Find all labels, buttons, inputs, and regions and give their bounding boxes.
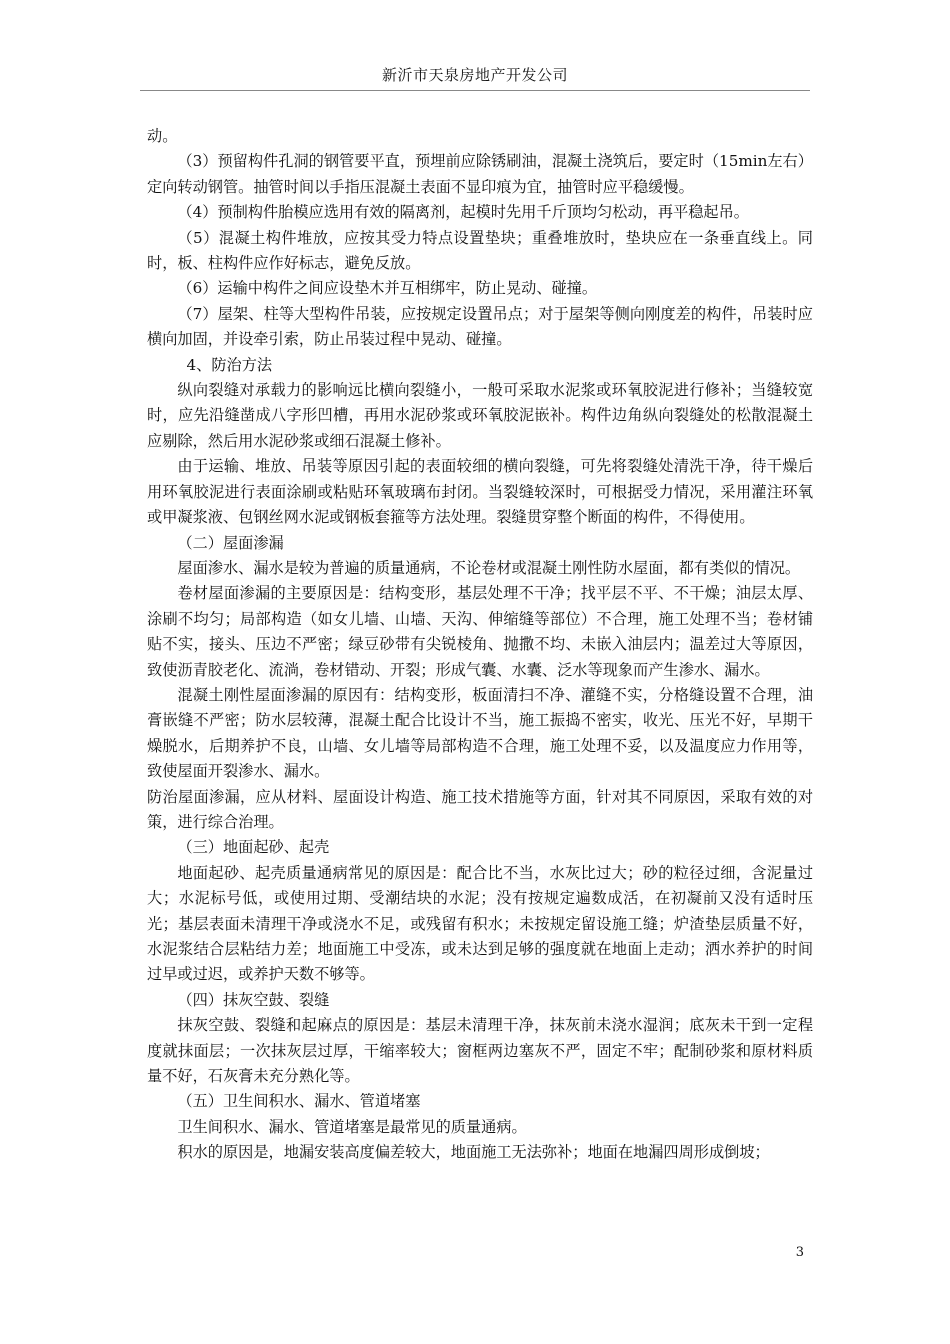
page-header: 新沂市天泉房地产开发公司	[381, 66, 568, 84]
paragraph: （4）预制构件胎模应选用有效的隔离剂，起模时先用千斤顶均匀松动，再平稳起吊。	[177, 203, 749, 222]
paragraph: 防治屋面渗漏，应从材料、屋面设计构造、施工技术措施等方面，针对其不同原因，采取有效的对策，进行综合治理。	[147, 787, 813, 831]
paragraph: 卫生间积水、漏水、管道堵塞是最常见的质量通病。	[177, 1117, 527, 1136]
document-body	[147, 124, 813, 1166]
paragraph: 动。	[147, 127, 178, 145]
paragraph: 屋面渗水、漏水是较为普遍的质量通病，不论卷材或混凝土刚性防水屋面，都有类似的情况。	[177, 558, 801, 577]
paragraph: 混凝土刚性屋面渗漏的原因有：结构变形，板面清扫不净、灌缝不实，分格缝设置不合理，油膏嵌缝不严密；防水层较薄，混凝土配合比设计不当，施工振捣不密实，收光、压光不好，早期干燥脱水，后期养护不良，山墙、女儿墙等局部构造不合理，施工处理不妥，以及温度应力作用等，致使屋面开裂渗水、漏水。	[147, 685, 813, 781]
section-heading: （五）卫生间积水、漏水、管道堵塞	[177, 1092, 421, 1111]
header-divider	[140, 90, 810, 91]
page-number: 3	[795, 1245, 804, 1260]
section-heading: （四）抹灰空鼓、裂缝	[177, 990, 330, 1009]
paragraph: （5）混凝土构件堆放，应按其受力特点设置垫块；重叠堆放时，垫块应在一条垂直线上。同时，板、柱构件应作好标志，避免反放。	[147, 228, 813, 273]
section-heading: 4、防治方法	[186, 355, 273, 374]
paragraph: 抹灰空鼓、裂缝和起麻点的原因是：基层未清理干净，抹灰前未浇水湿润；底灰未干到一定程度就抹面层；一次抹灰层过厚，干缩率较大；窗框两边塞灰不严，固定不牢；配制砂浆和原材料质量不好，石灰膏未充分熟化等。	[147, 1016, 813, 1086]
paragraph: 积水的原因是，地漏安装高度偏差较大，地面施工无法弥补；地面在地漏四周形成倒坡；	[177, 1143, 770, 1162]
paragraph: （3）预留构件孔洞的钢管要平直，预埋前应除锈刷油，混凝土浇筑后，要定时（15min左右）定向转动钢管。抽管时间以手指压混凝土表面不显印痕为宜，抽管时应平稳缓慢。	[147, 152, 813, 196]
paragraph: 地面起砂、起壳质量通病常见的原因是：配合比不当，水灰比过大；砂的粒径过细，含泥量过大；水泥标号低，或使用过期、受潮结块的水泥；没有按规定遍数成活，在初凝前又没有适时压光；基层表面未清理干净或浇水不足，或残留有积水；未按规定留设施工缝；炉渣垫层质量不好，水泥浆结合层粘结力差；地面施工中受冻，或未达到足够的强度就在地面上走动；洒水养护的时间过早或过迟，或养护天数不够等。	[147, 863, 813, 984]
section-heading: （三）地面起砂、起壳	[177, 838, 330, 857]
paragraph: （6）运输中构件之间应设垫木并互相绑牢，防止晃动、碰撞。	[177, 279, 598, 298]
paragraph: 卷材屋面渗漏的主要原因是：结构变形，基层处理不干净；找平层不平、不干燥；油层太厚、涂刷不均匀；局部构造（如女儿墙、山墙、天沟、伸缩缝等部位）不合理，施工处理不当；卷材铺贴不实，接头、压边不严密；绿豆砂带有尖锐棱角、抛撒不均、未嵌入油层内；温差过大等原因，致使沥青胶老化、流淌，卷材错动、开裂；形成气囊、水囊、泛水等现象而产生渗水、漏水。	[147, 584, 813, 679]
paragraph: 由于运输、堆放、吊装等原因引起的表面较细的横向裂缝，可先将裂缝处清洗干净，待干燥后用环氧胶泥进行表面涂刷或粘贴环氧玻璃布封闭。当裂缝较深时，可根据受力情况，采用灌注环氧或甲凝浆液、包钢丝网水泥或钢板套箍等方法处理。裂缝贯穿整个断面的构件，不得使用。	[147, 457, 813, 527]
paragraph: 纵向裂缝对承载力的影响远比横向裂缝小，一般可采取水泥浆或环氧胶泥进行修补；当缝较宽时，应先沿缝凿成八字形凹槽，再用水泥砂浆或环氧胶泥嵌补。构件边角纵向裂缝处的松散混凝土应剔除，然后用水泥砂浆或细石混凝土修补。	[147, 381, 813, 450]
paragraph: （7）屋架、柱等大型构件吊装，应按规定设置吊点；对于屋架等侧向刚度差的构件，吊装时应横向加固，并设牵引索，防止吊装过程中晃动、碰撞。	[147, 304, 813, 349]
section-heading: （二）屋面渗漏	[177, 533, 284, 552]
